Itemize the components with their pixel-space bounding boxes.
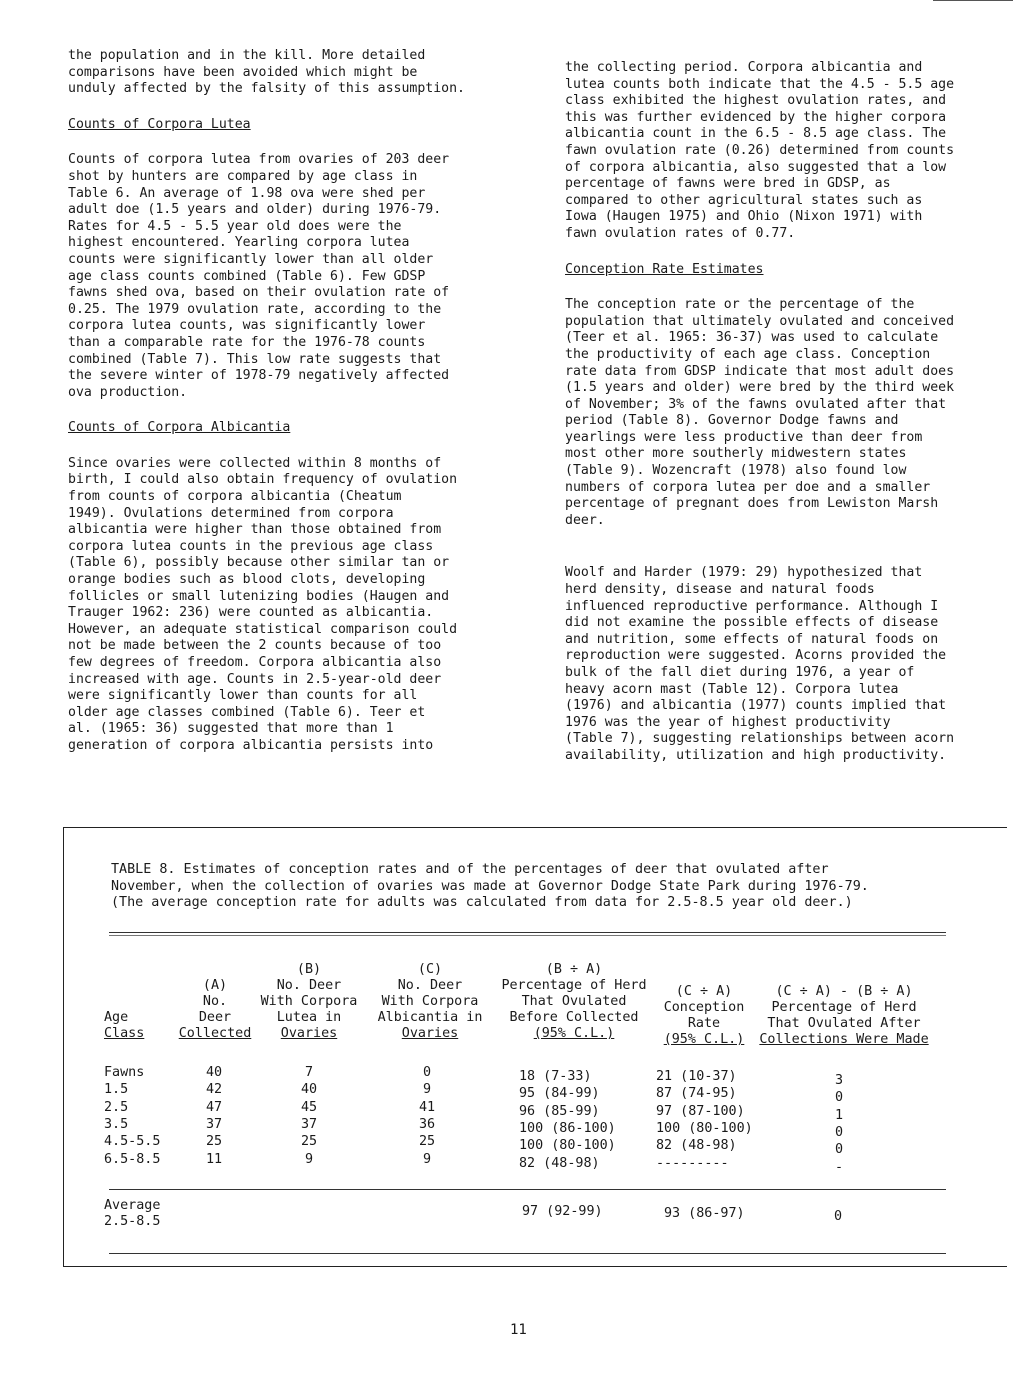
average-label: Average 2.5-8.5: [104, 1198, 161, 1229]
table-cell-diff: 1: [834, 1107, 844, 1123]
table-cell-ba: 82 (48-98): [519, 1155, 600, 1171]
table-cell-b: 7: [304, 1065, 314, 1080]
table-cell-ba: 100 (86-100): [519, 1120, 616, 1136]
table-cell-ba: 100 (80-100): [519, 1138, 616, 1154]
table-rule: [109, 1253, 946, 1254]
header-col-b-div-a: (B ÷ A) Percentage of Herd That Ovulated Before Collected (95% C.L.): [501, 962, 647, 1041]
table-cell-a: 40: [205, 1065, 223, 1080]
paragraph: the collecting period. Corpora albicantia and lutea counts both indicate that the 4.5 - 5.5 age class exhibited the highest ovulation rates, and this was further evidenced by the higher corpora albicantia count in the 6.5 - 8.5 age class. The fawn ovulation rate (0.26) determined from counts of corpora albicantia, also suggested that a low percentage of fawns were bred in GDSP, as compared to other agricultural states such as Iowa (Haugen 1975) and Ohio (Nixon 1971) with fawn ovulation rates of 0.77.: [565, 60, 955, 241]
table-cell-ba: 95 (84-99): [519, 1086, 600, 1102]
section-heading-corpora-lutea: Counts of Corpora Lutea: [68, 116, 251, 132]
header-age-class: Age Class: [104, 1010, 145, 1041]
header-col-difference: (C ÷ A) - (B ÷ A) Percentage of Herd That Ovulated After Collections Were Made: [759, 984, 929, 1047]
paragraph: Counts of corpora lutea from ovaries of 203 deer shot by hunters are compared by age class in Table 6. An average of 1.98 ova were shed per adult doe (1.5 years and older) during 1976-79. Rates for 4.5 - 5.5 year old does were the highest encountered. Yearling corpora lutea counts were significantly lower than all older age class counts combined (Table 6). Few GDSP fawns shed ova, based on their ovulation rate of 0.25. The 1979 ovulation rate, according to the corpora lutea counts, was significantly lower than a comparable rate for the 1976-78 counts combined (Table 7). This low rate suggests that the severe winter of 1978-79 negatively affected ova production.: [68, 152, 450, 400]
table-cell-a: 25: [205, 1134, 223, 1150]
table-cell-c: 25: [418, 1134, 436, 1150]
table-cell-diff: -: [834, 1159, 844, 1175]
average-c-div-a: 93 (86-97): [664, 1206, 745, 1221]
table-caption: TABLE 8. Estimates of conception rates and of the percentages of deer that ovulated after November, when the collection of ovaries was made at Governor Dodge State Park during 1976-79. (The average conception rate for adults was calculated from data for 2.5-8.5 year old deer.): [111, 862, 869, 910]
header-rule: [109, 932, 946, 933]
table-cell-c: 36: [418, 1116, 436, 1132]
paragraph: the population and in the kill. More detailed comparisons have been avoided which might be unduly affected by the falsity of this assumption.: [68, 48, 465, 97]
section-heading-conception-rate: Conception Rate Estimates: [565, 261, 764, 277]
table-cell-a: 37: [205, 1116, 223, 1132]
table-cell-age: 3.5: [104, 1116, 129, 1132]
average-b-div-a: 97 (92-99): [522, 1204, 603, 1219]
table-cell-age: 4.5-5.5: [104, 1134, 161, 1150]
table-cell-ca: 97 (87-100): [656, 1103, 745, 1119]
header-rule: [109, 935, 946, 936]
right-column: [565, 60, 995, 765]
table-cell-age: 2.5: [104, 1099, 129, 1115]
table-cell-b: 45: [300, 1099, 318, 1115]
header-col-c-div-a: (C ÷ A) Conception Rate (95% C.L.): [663, 984, 745, 1047]
section-heading-corpora-albicantia: Counts of Corpora Albicantia: [68, 420, 291, 436]
table-cell-age: 6.5-8.5: [104, 1151, 161, 1167]
table-cell-b: 25: [300, 1134, 318, 1150]
table-cell-c: 41: [418, 1099, 436, 1115]
table-cell-age: 1.5: [104, 1082, 129, 1098]
table-cell-c: 9: [422, 1151, 432, 1167]
header-col-b: (B) No. Deer With Corpora Lutea in Ovaries: [260, 962, 358, 1041]
paragraph: The conception rate or the percentage of the population that ultimately ovulated and conceived (Teer et al. 1965: 36-37) was used to calculate the productivity of each age class. Conception rate data from GDSP indicate that most adult does (1.5 years and older) were bred by the third week of November; 3% of the fawns ovulated after that period (Table 8). Governor Dodge fawns and yearlings were less productive than deer from most other more southerly midwestern states (Table 9). Wozencraft (1978) also found low numbers of corpora lutea per doe and a smaller percentage of pregnant does from Lewiston Marsh deer.: [565, 297, 955, 528]
table-cell-diff: 0: [834, 1090, 844, 1106]
table-cell-ca: 100 (80-100): [656, 1120, 753, 1136]
table-cell-b: 37: [300, 1116, 318, 1132]
table-cell-ca: 82 (48-98): [656, 1138, 737, 1154]
table-cell-b: 9: [304, 1151, 314, 1167]
table-cell-diff: 0: [834, 1124, 844, 1140]
header-col-a: (A) No. Deer Collected: [178, 978, 252, 1041]
table-cell-a: 11: [205, 1151, 223, 1167]
table-cell-ca: 87 (74-95): [656, 1086, 737, 1102]
table-cell-c: 0: [422, 1065, 432, 1080]
table-8-box: [63, 827, 1007, 1267]
table-cell-b: 40: [300, 1082, 318, 1098]
table-cell-ba: 96 (85-99): [519, 1103, 600, 1119]
table-cell-diff: 0: [834, 1142, 844, 1158]
table-rule: [109, 1189, 946, 1190]
table-cell-c: 9: [422, 1082, 432, 1098]
table-cell-diff: 3: [834, 1073, 844, 1088]
table-cell-a: 42: [205, 1082, 223, 1098]
left-column: [68, 48, 488, 755]
average-difference: 0: [834, 1209, 843, 1224]
page-number: 11: [510, 1322, 527, 1338]
header-col-c: (C) No. Deer With Corpora Albicantia in Ovaries: [377, 962, 483, 1041]
table-cell-ca: 21 (10-37): [656, 1069, 737, 1084]
top-edge-line: [933, 0, 1013, 1]
paragraph: Woolf and Harder (1979: 29) hypothesized that herd density, disease and natural foods influenced reproductive performance. Although I did not examine the possible effects of disease and nutrition, some effects of natural foods on reproduction were suggested. Acorns provided the bulk of the fall diet during 1976, a year of heavy acorn mast (Table 12). Corpora lutea (1976) and albicantia (1977) counts implied that 1976 was the year of highest productivity (Table 7), suggesting relationships between acorn availability, utilization and high productivity.: [565, 565, 955, 763]
table-cell-ba: 18 (7-33): [519, 1069, 592, 1084]
paragraph: Since ovaries were collected within 8 months of birth, I could also obtain frequency of ovulation from counts of corpora albicantia (Cheatum 1949). Ovulations determined from corpora albicantia were higher than those obtained from corpora lutea counts in the previous age class (Table 6), possibly because other similar tan or orange bodies such as blood clots, developing follicles or small lutenizing bodies (Haugen and Trauger 1962: 236) were counted as albicantia. However, an adequate statistical comparison could not be made between the 2 counts because of too few degrees of freedom. Corpora albicantia also increased with age. Counts in 2.5-year-old deer were significantly lower than counts for all older age classes combined (Table 6). Teer et al. (1965: 36) suggested that more than 1 generation of corpora albicantia persists into: [68, 455, 458, 753]
table-cell-a: 47: [205, 1099, 223, 1115]
table-cell-age: Fawns: [104, 1065, 145, 1080]
table-cell-ca: ---------: [656, 1155, 729, 1171]
